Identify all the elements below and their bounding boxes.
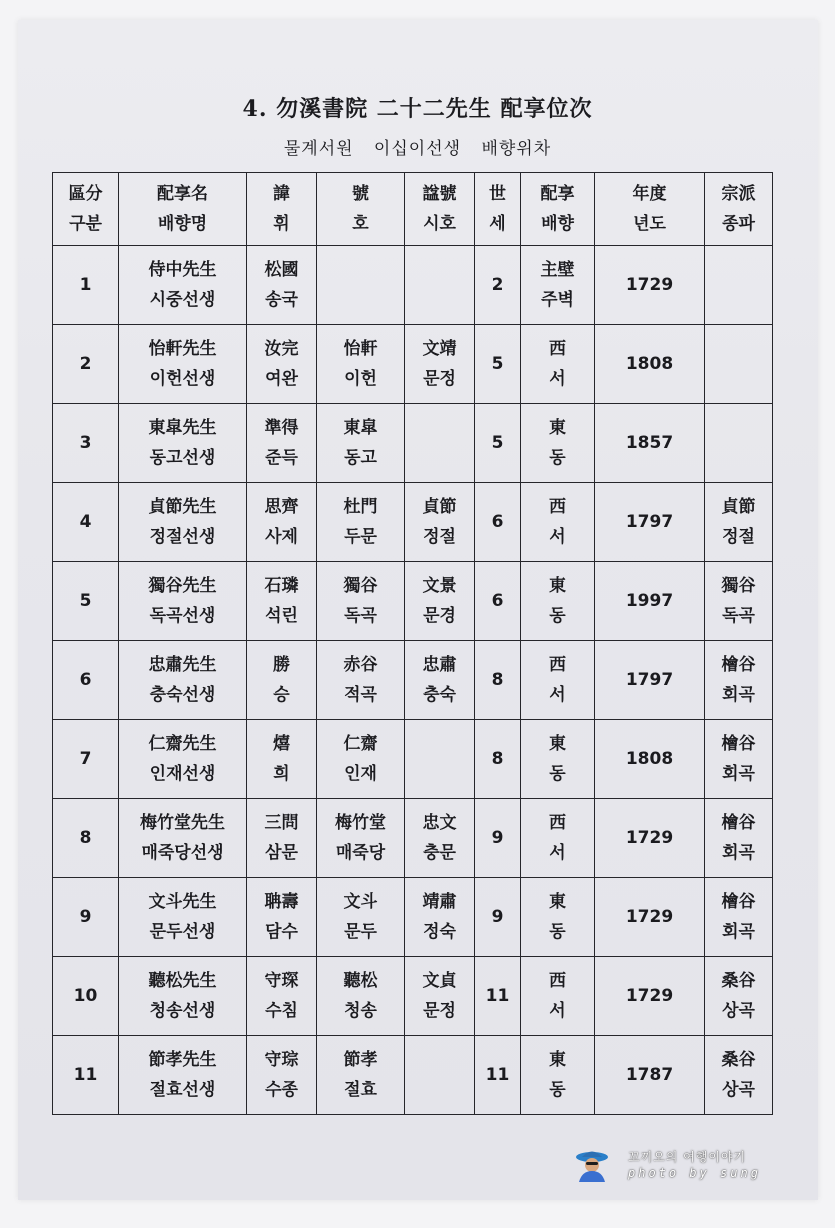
clan-branch-hangul: 상곡 bbox=[722, 1080, 755, 1100]
enshrinement-position-hanja: 西 bbox=[549, 339, 566, 359]
pen-name bbox=[317, 483, 405, 562]
given-name bbox=[247, 246, 317, 325]
clan-branch bbox=[705, 1036, 773, 1115]
column-header-hanja: 區分 bbox=[68, 184, 103, 204]
posthumous-title-hanja: 靖肅 bbox=[422, 892, 457, 912]
enshrined-name bbox=[119, 325, 247, 404]
given-name-hangul: 승 bbox=[273, 685, 290, 705]
row-number: 11 bbox=[53, 1036, 119, 1115]
generation: 6 bbox=[475, 562, 521, 641]
enshrined-name bbox=[119, 878, 247, 957]
column-header bbox=[521, 173, 595, 246]
pen-name-hangul: 동고 bbox=[344, 448, 377, 468]
table-row bbox=[53, 246, 773, 325]
pen-name bbox=[317, 246, 405, 325]
given-name-hangul: 준득 bbox=[265, 448, 298, 468]
clan-branch-hangul: 회곡 bbox=[722, 764, 755, 784]
clan-branch bbox=[705, 562, 773, 641]
enshrinement-year: 1729 bbox=[595, 878, 705, 957]
enshrinement-position-hangul: 서 bbox=[549, 685, 566, 705]
enshrinement-year: 1797 bbox=[595, 641, 705, 720]
column-header-hangul: 구분 bbox=[69, 214, 102, 234]
pen-name bbox=[317, 799, 405, 878]
enshrined-name-hangul: 이헌선생 bbox=[149, 369, 216, 389]
header-row bbox=[53, 173, 773, 246]
pen-name bbox=[317, 641, 405, 720]
watermark-title: 꼬끼오의 여행이야기 bbox=[628, 1150, 747, 1164]
clan-branch bbox=[705, 720, 773, 799]
enshrined-name-hanja: 怡軒先生 bbox=[148, 339, 217, 359]
pen-name-hanja: 怡軒 bbox=[343, 339, 378, 359]
generation: 5 bbox=[475, 404, 521, 483]
person-with-hat-icon bbox=[574, 1148, 610, 1182]
posthumous-title bbox=[405, 641, 475, 720]
enshrined-name bbox=[119, 720, 247, 799]
enshrinement-position bbox=[521, 957, 595, 1036]
posthumous-title-hanja: 文貞 bbox=[422, 971, 457, 991]
enshrinement-position-hangul: 서 bbox=[549, 369, 566, 389]
clan-branch-hanja: 檜谷 bbox=[721, 813, 756, 833]
column-header-hanja: 號 bbox=[352, 184, 369, 204]
clan-branch-hanja: 獨谷 bbox=[721, 576, 756, 596]
enshrinement-position-hangul: 동 bbox=[549, 922, 566, 942]
posthumous-title-hanja: 忠肅 bbox=[422, 655, 457, 675]
pen-name-hangul: 인재 bbox=[344, 764, 377, 784]
posthumous-title bbox=[405, 246, 475, 325]
enshrinement-year: 1857 bbox=[595, 404, 705, 483]
table-body bbox=[53, 246, 773, 1115]
given-name-hangul: 담수 bbox=[265, 922, 298, 942]
pen-name-hanja: 東皐 bbox=[343, 418, 378, 438]
pen-name-hanja: 赤谷 bbox=[343, 655, 378, 675]
enshrinement-position-hanja: 西 bbox=[549, 655, 566, 675]
table-row bbox=[53, 404, 773, 483]
posthumous-title bbox=[405, 1036, 475, 1115]
enshrinement-position bbox=[521, 325, 595, 404]
enshrinement-position-hangul: 서 bbox=[549, 1001, 566, 1021]
enshrined-name-hanja: 梅竹堂先生 bbox=[140, 813, 225, 833]
given-name bbox=[247, 404, 317, 483]
given-name bbox=[247, 641, 317, 720]
enshrinement-position-hanja: 東 bbox=[549, 1050, 566, 1070]
table-row bbox=[53, 1036, 773, 1115]
enshrinement-position-hangul: 동 bbox=[549, 1080, 566, 1100]
given-name-hanja: 三問 bbox=[264, 813, 299, 833]
pen-name-hanja: 文斗 bbox=[343, 892, 378, 912]
generation: 9 bbox=[475, 799, 521, 878]
column-header bbox=[595, 173, 705, 246]
enshrined-name-hangul: 독곡선생 bbox=[149, 606, 216, 626]
posthumous-title-hangul: 충숙 bbox=[423, 685, 456, 705]
table-row bbox=[53, 878, 773, 957]
enshrined-name-hangul: 청송선생 bbox=[149, 1001, 216, 1021]
pen-name-hanja: 仁齋 bbox=[343, 734, 378, 754]
clan-branch bbox=[705, 641, 773, 720]
posthumous-title bbox=[405, 404, 475, 483]
enshrinement-position-hanja: 西 bbox=[549, 971, 566, 991]
posthumous-title-hanja: 文景 bbox=[422, 576, 457, 596]
given-name bbox=[247, 1036, 317, 1115]
clan-branch bbox=[705, 799, 773, 878]
enshrinement-position bbox=[521, 483, 595, 562]
column-header-hangul: 세 bbox=[489, 214, 506, 234]
enshrinement-position-hangul: 서 bbox=[549, 843, 566, 863]
given-name-hanja: 松國 bbox=[264, 260, 299, 280]
pen-name bbox=[317, 325, 405, 404]
enshrined-name-hangul: 정절선생 bbox=[149, 527, 216, 547]
column-header-hangul: 년도 bbox=[633, 214, 666, 234]
clan-branch-hangul: 상곡 bbox=[722, 1001, 755, 1021]
clan-branch-hangul: 정절 bbox=[722, 527, 755, 547]
photo-watermark bbox=[574, 1146, 804, 1186]
enshrinement-position-hanja: 東 bbox=[549, 734, 566, 754]
pen-name-hanja: 節孝 bbox=[343, 1050, 378, 1070]
column-header-hangul: 휘 bbox=[273, 214, 290, 234]
given-name bbox=[247, 957, 317, 1036]
generation: 5 bbox=[475, 325, 521, 404]
row-number: 3 bbox=[53, 404, 119, 483]
pen-name-hangul: 문두 bbox=[344, 922, 377, 942]
page-subtitle: 물계서원 이십이선생 배향위차 bbox=[283, 139, 552, 159]
given-name bbox=[247, 799, 317, 878]
enshrinement-year: 1997 bbox=[595, 562, 705, 641]
enshrinement-position-hanja: 東 bbox=[549, 418, 566, 438]
enshrinement-position-hangul: 동 bbox=[549, 764, 566, 784]
enshrined-name-hanja: 貞節先生 bbox=[148, 497, 217, 517]
row-number: 9 bbox=[53, 878, 119, 957]
pen-name-hangul: 적곡 bbox=[344, 685, 377, 705]
enshrinement-year: 1808 bbox=[595, 720, 705, 799]
clan-branch bbox=[705, 246, 773, 325]
enshrinement-position bbox=[521, 641, 595, 720]
enshrinement-position-hangul: 동 bbox=[549, 606, 566, 626]
posthumous-title bbox=[405, 325, 475, 404]
posthumous-title bbox=[405, 483, 475, 562]
table-row bbox=[53, 325, 773, 404]
given-name-hanja: 汝完 bbox=[264, 339, 299, 359]
pen-name bbox=[317, 957, 405, 1036]
enshrined-name-hangul: 충숙선생 bbox=[149, 685, 216, 705]
pen-name-hangul: 청송 bbox=[344, 1001, 377, 1021]
pen-name bbox=[317, 404, 405, 483]
column-header-hanja: 年度 bbox=[632, 184, 667, 204]
clan-branch bbox=[705, 957, 773, 1036]
clan-branch-hanja: 桑谷 bbox=[721, 1050, 756, 1070]
clan-branch bbox=[705, 878, 773, 957]
enshrinement-year: 1729 bbox=[595, 799, 705, 878]
enshrinement-position bbox=[521, 562, 595, 641]
pen-name bbox=[317, 1036, 405, 1115]
posthumous-title-hangul: 충문 bbox=[423, 843, 456, 863]
enshrined-name bbox=[119, 562, 247, 641]
given-name-hangul: 삼문 bbox=[265, 843, 298, 863]
column-header bbox=[317, 173, 405, 246]
table-row bbox=[53, 641, 773, 720]
enshrined-name-hanja: 文斗先生 bbox=[148, 892, 217, 912]
clan-branch-hanja: 檜谷 bbox=[721, 892, 756, 912]
enshrinement-year: 1729 bbox=[595, 246, 705, 325]
column-header bbox=[405, 173, 475, 246]
pen-name bbox=[317, 878, 405, 957]
enshrined-name-hangul: 문두선생 bbox=[149, 922, 216, 942]
enshrinement-position-hanja: 東 bbox=[549, 576, 566, 596]
enshrined-name-hanja: 侍中先生 bbox=[148, 260, 217, 280]
row-number: 4 bbox=[53, 483, 119, 562]
clan-branch-hangul: 회곡 bbox=[722, 922, 755, 942]
enshrined-name-hangul: 매죽당선생 bbox=[141, 843, 224, 863]
enshrinement-position-hanja: 西 bbox=[549, 813, 566, 833]
table-header bbox=[53, 173, 773, 246]
column-header bbox=[705, 173, 773, 246]
given-name-hangul: 수종 bbox=[265, 1080, 298, 1100]
table-row bbox=[53, 957, 773, 1036]
enshrined-name bbox=[119, 957, 247, 1036]
posthumous-title-hangul: 문정 bbox=[423, 1001, 456, 1021]
enshrinement-year: 1797 bbox=[595, 483, 705, 562]
column-header bbox=[247, 173, 317, 246]
column-header-hanja: 世 bbox=[489, 184, 506, 204]
generation: 11 bbox=[475, 1036, 521, 1115]
enshrined-name-hangul: 시중선생 bbox=[149, 290, 216, 310]
given-name-hangul: 희 bbox=[273, 764, 290, 784]
generation: 9 bbox=[475, 878, 521, 957]
generation: 2 bbox=[475, 246, 521, 325]
given-name-hangul: 여완 bbox=[265, 369, 298, 389]
pen-name bbox=[317, 562, 405, 641]
clan-branch bbox=[705, 404, 773, 483]
table-row bbox=[53, 562, 773, 641]
posthumous-title bbox=[405, 562, 475, 641]
enshrined-name-hangul: 동고선생 bbox=[149, 448, 216, 468]
pen-name-hangul: 절효 bbox=[344, 1080, 377, 1100]
given-name-hanja: 守琛 bbox=[264, 971, 299, 991]
clan-branch-hangul: 회곡 bbox=[722, 685, 755, 705]
clan-branch-hangul: 독곡 bbox=[722, 606, 755, 626]
row-number: 8 bbox=[53, 799, 119, 878]
posthumous-title-hangul: 정숙 bbox=[423, 922, 456, 942]
row-number: 7 bbox=[53, 720, 119, 799]
posthumous-title bbox=[405, 799, 475, 878]
given-name-hanja: 勝 bbox=[273, 655, 290, 675]
given-name-hanja: 聃壽 bbox=[264, 892, 299, 912]
column-header-hanja: 諡號 bbox=[422, 184, 457, 204]
pen-name-hangul: 두문 bbox=[344, 527, 377, 547]
posthumous-title bbox=[405, 878, 475, 957]
enshrinement-position bbox=[521, 878, 595, 957]
given-name-hangul: 수침 bbox=[265, 1001, 298, 1021]
posthumous-title-hanja: 文靖 bbox=[422, 339, 457, 359]
clan-branch bbox=[705, 483, 773, 562]
page-title: 4. 勿溪書院 二十二先生 配享位次 bbox=[242, 96, 593, 122]
column-header-hanja: 諱 bbox=[273, 184, 290, 204]
given-name-hanja: 熺 bbox=[273, 734, 290, 754]
pen-name-hanja: 聽松 bbox=[343, 971, 378, 991]
row-number: 6 bbox=[53, 641, 119, 720]
column-header bbox=[53, 173, 119, 246]
column-header-hangul: 호 bbox=[352, 214, 369, 234]
posthumous-title bbox=[405, 720, 475, 799]
enshrinement-position-hanja: 東 bbox=[549, 892, 566, 912]
row-number: 1 bbox=[53, 246, 119, 325]
table-row bbox=[53, 720, 773, 799]
enshrined-name bbox=[119, 641, 247, 720]
given-name-hangul: 석린 bbox=[265, 606, 298, 626]
given-name-hangul: 사제 bbox=[265, 527, 298, 547]
clan-branch-hangul: 회곡 bbox=[722, 843, 755, 863]
enshrined-name-hanja: 東皐先生 bbox=[148, 418, 217, 438]
enshrined-name bbox=[119, 246, 247, 325]
posthumous-title-hangul: 문경 bbox=[423, 606, 456, 626]
clan-branch bbox=[705, 325, 773, 404]
enshrinement-position bbox=[521, 1036, 595, 1115]
enshrinement-position bbox=[521, 404, 595, 483]
pen-name-hangul: 독곡 bbox=[344, 606, 377, 626]
column-header-hanja: 配享名 bbox=[157, 184, 208, 204]
given-name bbox=[247, 483, 317, 562]
generation: 6 bbox=[475, 483, 521, 562]
given-name bbox=[247, 878, 317, 957]
pen-name-hangul: 이헌 bbox=[344, 369, 377, 389]
enshrined-name-hanja: 節孝先生 bbox=[148, 1050, 217, 1070]
posthumous-title-hanja: 貞節 bbox=[422, 497, 457, 517]
table-row bbox=[53, 799, 773, 878]
generation: 11 bbox=[475, 957, 521, 1036]
enshrined-name-hanja: 仁齋先生 bbox=[148, 734, 217, 754]
column-header-hanja: 宗派 bbox=[721, 184, 756, 204]
enshrinement-table bbox=[52, 172, 773, 1115]
enshrined-name bbox=[119, 799, 247, 878]
column-header-hanja: 配享 bbox=[540, 184, 575, 204]
given-name-hanja: 思齊 bbox=[264, 497, 299, 517]
column-header bbox=[119, 173, 247, 246]
posthumous-title-hangul: 정절 bbox=[423, 527, 456, 547]
enshrinement-position-hanja: 主壁 bbox=[540, 260, 575, 280]
enshrinement-year: 1729 bbox=[595, 957, 705, 1036]
clan-branch-hanja: 檜谷 bbox=[721, 655, 756, 675]
enshrinement-position-hangul: 주벽 bbox=[541, 290, 574, 310]
clan-branch-hanja: 桑谷 bbox=[721, 971, 756, 991]
generation: 8 bbox=[475, 720, 521, 799]
posthumous-title-hanja: 忠文 bbox=[422, 813, 457, 833]
enshrinement-position bbox=[521, 799, 595, 878]
pen-name-hanja: 梅竹堂 bbox=[335, 813, 386, 833]
column-header-hangul: 종파 bbox=[722, 214, 755, 234]
enshrinement-position bbox=[521, 246, 595, 325]
column-header-hangul: 배향명 bbox=[157, 214, 208, 234]
watermark-credit: photo by sung bbox=[628, 1166, 761, 1180]
posthumous-title bbox=[405, 957, 475, 1036]
column-header-hangul: 배향 bbox=[541, 214, 574, 234]
column-header bbox=[475, 173, 521, 246]
enshrinement-position bbox=[521, 720, 595, 799]
enshrined-name-hanja: 獨谷先生 bbox=[148, 576, 217, 596]
row-number: 5 bbox=[53, 562, 119, 641]
generation: 8 bbox=[475, 641, 521, 720]
pen-name-hanja: 獨谷 bbox=[343, 576, 378, 596]
posthumous-title-hangul: 문정 bbox=[423, 369, 456, 389]
given-name-hanja: 石璘 bbox=[264, 576, 299, 596]
given-name bbox=[247, 325, 317, 404]
enshrined-name bbox=[119, 483, 247, 562]
clan-branch-hanja: 貞節 bbox=[721, 497, 756, 517]
enshrined-name bbox=[119, 1036, 247, 1115]
enshrined-name bbox=[119, 404, 247, 483]
given-name bbox=[247, 720, 317, 799]
pen-name bbox=[317, 720, 405, 799]
clan-branch-hanja: 檜谷 bbox=[721, 734, 756, 754]
pen-name-hangul: 매죽당 bbox=[335, 843, 386, 863]
given-name-hangul: 송국 bbox=[265, 290, 298, 310]
enshrinement-year: 1787 bbox=[595, 1036, 705, 1115]
enshrined-name-hangul: 인재선생 bbox=[149, 764, 216, 784]
column-header-hangul: 시호 bbox=[423, 214, 456, 234]
enshrinement-year: 1808 bbox=[595, 325, 705, 404]
enshrined-name-hanja: 聽松先生 bbox=[148, 971, 217, 991]
row-number: 2 bbox=[53, 325, 119, 404]
table-row bbox=[53, 483, 773, 562]
enshrined-name-hanja: 忠肅先生 bbox=[148, 655, 217, 675]
enshrinement-position-hangul: 서 bbox=[549, 527, 566, 547]
row-number: 10 bbox=[53, 957, 119, 1036]
given-name-hanja: 守琮 bbox=[264, 1050, 299, 1070]
given-name-hanja: 準得 bbox=[264, 418, 299, 438]
enshrinement-position-hangul: 동 bbox=[549, 448, 566, 468]
enshrined-name-hangul: 절효선생 bbox=[149, 1080, 216, 1100]
given-name bbox=[247, 562, 317, 641]
pen-name-hanja: 杜門 bbox=[343, 497, 378, 517]
enshrinement-position-hanja: 西 bbox=[549, 497, 566, 517]
